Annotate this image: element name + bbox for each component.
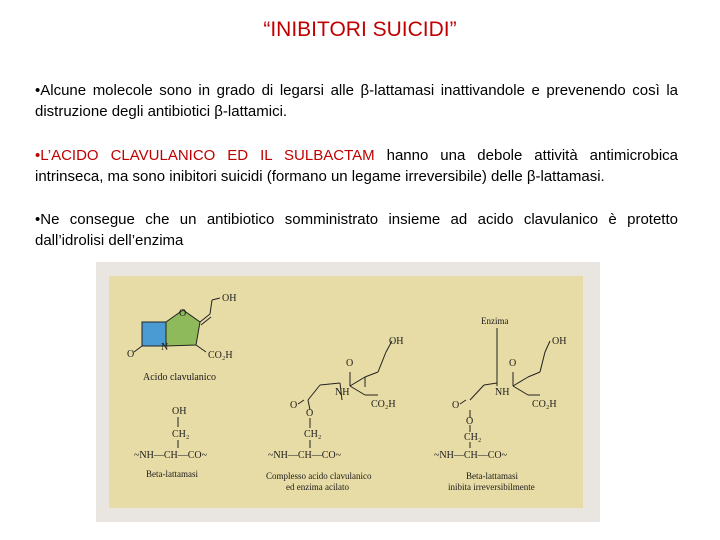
inhib-co2h: CO₂H bbox=[532, 399, 557, 410]
enzyme-label: Enzima bbox=[481, 316, 509, 326]
complex-o1: O bbox=[346, 358, 354, 369]
frag2-ch2: CH₂ bbox=[304, 429, 322, 440]
complex-oh: OH bbox=[389, 336, 404, 347]
clav-co2h: CO₂H bbox=[208, 350, 233, 361]
inhib-o1: O bbox=[509, 358, 517, 369]
inhib-o2: O bbox=[452, 400, 460, 411]
page-title: “INIBITORI SUICIDI” bbox=[263, 18, 457, 41]
caption-complex-2: ed enzima acilato bbox=[286, 482, 349, 492]
frag3-backbone: ~NH—CH—CO~ bbox=[434, 450, 508, 461]
clav-caption: Acido clavulanico bbox=[143, 372, 217, 383]
frag1-oh: OH bbox=[172, 406, 187, 417]
caption-inhib-2: inibita irreversibilmente bbox=[448, 482, 535, 492]
frag1-backbone: ~NH—CH—CO~ bbox=[134, 450, 208, 461]
caption-inhib-1: Beta-lattamasi bbox=[466, 471, 518, 481]
frag2-backbone: ~NH—CH—CO~ bbox=[268, 450, 342, 461]
clav-o-carbonyl: O bbox=[127, 349, 135, 360]
frag3-ch2: CH₂ bbox=[464, 432, 482, 443]
paragraph-2-rest: hanno una debole attività antimicrobica intrinseca, ma sono inibitori suicidi (formano un legame irreversibile) delle β-lattamasi. bbox=[35, 147, 678, 185]
fragment-middle bbox=[266, 408, 372, 492]
fragment-right bbox=[434, 416, 535, 492]
caption-beta: Beta-lattamasi bbox=[146, 469, 198, 479]
clav-n: N bbox=[161, 342, 169, 353]
clav-o-ring: O bbox=[179, 308, 187, 319]
clav-oh: OH bbox=[222, 293, 237, 304]
paragraph-3: •Ne consegue che un antibiotico somministrato insieme ad acido clavulanico è protetto dall’idrolisi dell’enzima bbox=[35, 211, 678, 249]
caption-complex-1: Complesso acido clavulanico bbox=[266, 471, 372, 481]
highlight-inhibitors: •L’ACIDO CLAVULANICO ED IL SULBACTAM bbox=[35, 147, 375, 164]
paragraph-1: •Alcune molecole sono in grado di legarsi alle β-lattamasi inattivandole e prevenendo così la distruzione degli antibiotici β-lattamici. bbox=[35, 82, 678, 120]
complex-nh: NH bbox=[335, 387, 350, 398]
complex-co2h: CO₂H bbox=[371, 399, 396, 410]
frag1-ch2: CH₂ bbox=[172, 429, 190, 440]
frag2-o: O bbox=[306, 408, 314, 419]
complex-o2: O bbox=[290, 400, 298, 411]
fragment-left bbox=[134, 406, 208, 479]
frag3-o: O bbox=[466, 416, 474, 427]
inhib-nh: NH bbox=[495, 387, 510, 398]
inhib-oh: OH bbox=[552, 336, 567, 347]
